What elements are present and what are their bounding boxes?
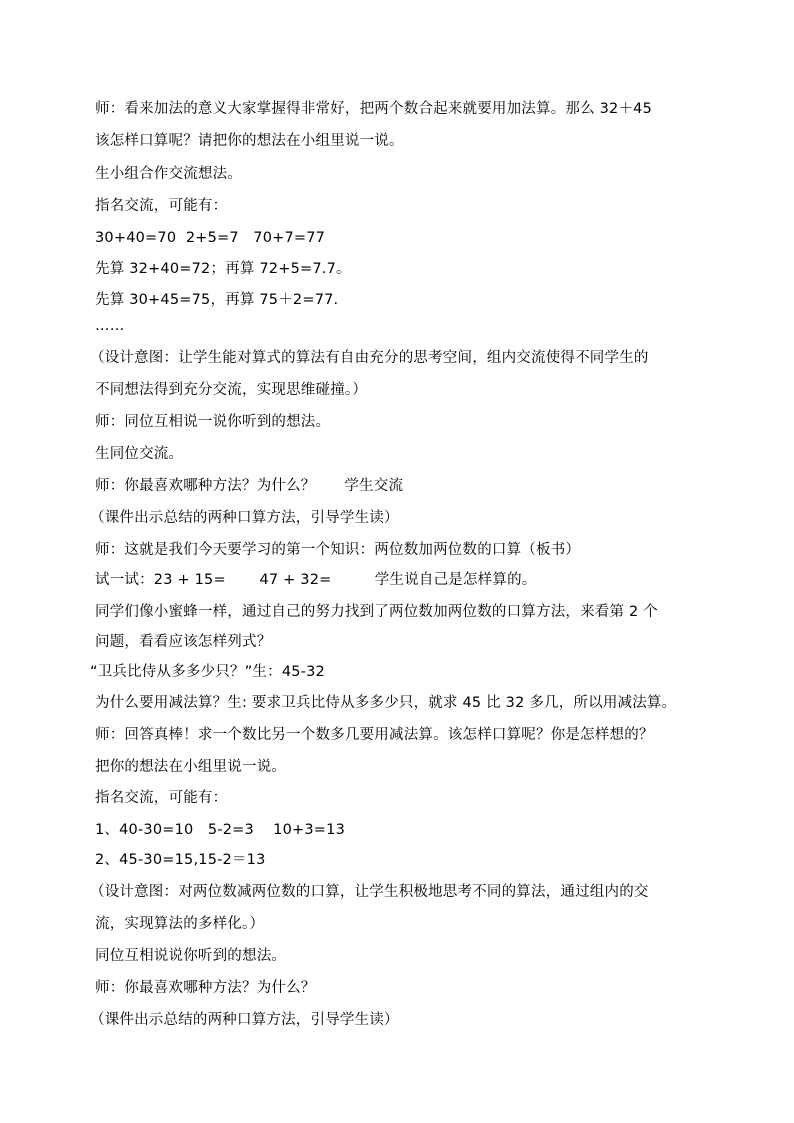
text-line: 师：你最喜欢哪种方法？为什么？ bbox=[95, 980, 316, 996]
courseware-note: （课件出示总结的两种口算方法，引导学生读） bbox=[90, 1012, 399, 1028]
design-intent-note: （设计意图：对两位数减两位数的口算，让学生积极地思考不同的算法，通过组内的交 bbox=[90, 884, 649, 900]
text-line: 问题，看看应该怎样列式？ bbox=[95, 634, 272, 650]
text-line: 把你的想法在小组里说一说。 bbox=[95, 759, 287, 775]
text-line: 先算 30+45=75，再算 75＋2=77. bbox=[95, 292, 339, 308]
courseware-note: （课件出示总结的两种口算方法，引导学生读） bbox=[90, 510, 399, 526]
text-line: 1、40-30=10 5-2=3 10+3=13 bbox=[95, 822, 346, 838]
text-line: 指名交流，可能有： bbox=[95, 198, 228, 214]
text-line: 师：回答真棒！求一个数比另一个数多几要用减法算。该怎样口算呢？你是怎样想的？ bbox=[95, 727, 654, 743]
text-line: 生同位交流。 bbox=[95, 446, 184, 462]
text-line: 不同想法得到充分交流，实现思维碰撞。） bbox=[95, 382, 368, 398]
text-line: 同位互相说说你听到的想法。 bbox=[95, 948, 287, 964]
text-line: 30+40=70 2+5=7 70+7=77 bbox=[95, 230, 326, 246]
text-line: 生小组合作交流想法。 bbox=[95, 166, 242, 182]
text-line: …… bbox=[95, 318, 125, 334]
text-line: 师：同位互相说一说你听到的想法。 bbox=[95, 414, 331, 430]
design-intent-note: （设计意图：让学生能对算式的算法有自由充分的思考空间，组内交流使得不同学生的 bbox=[90, 350, 649, 366]
text-line: 师：看来加法的意义大家掌握得非常好，把两个数合起来就要用加法算。那么 32＋45 bbox=[95, 101, 653, 117]
text-line: 指名交流，可能有： bbox=[95, 790, 228, 806]
text-line: 该怎样口算呢？请把你的想法在小组里说一说。 bbox=[95, 133, 404, 149]
text-line: 2、45-30=15,15-2＝13 bbox=[95, 852, 266, 868]
text-line: 师：你最喜欢哪种方法？为什么？ 学生交流 bbox=[95, 478, 404, 494]
text-line: 流，实现算法的多样化。） bbox=[95, 916, 265, 932]
text-line: 同学们像小蜜蜂一样，通过自己的努力找到了两位数加两位数的口算方法，来看第 2 个 bbox=[95, 604, 658, 620]
text-line: 试一试：23 + 15= 47 + 32= 学生说自己是怎样算的。 bbox=[95, 572, 537, 588]
text-line: 为什么要用减法算？生: 要求卫兵比侍从多多少只，就求 45 比 32 多几，所以用减法算。 bbox=[95, 695, 677, 711]
text-line: “卫兵比侍从多多少只？”生：45-32 bbox=[90, 664, 325, 680]
text-line: 先算 32+40=72；再算 72+5=7.7。 bbox=[95, 261, 351, 277]
text-line: 师：这就是我们今天要学习的第一个知识：两位数加两位数的口算（板书） bbox=[95, 542, 581, 558]
